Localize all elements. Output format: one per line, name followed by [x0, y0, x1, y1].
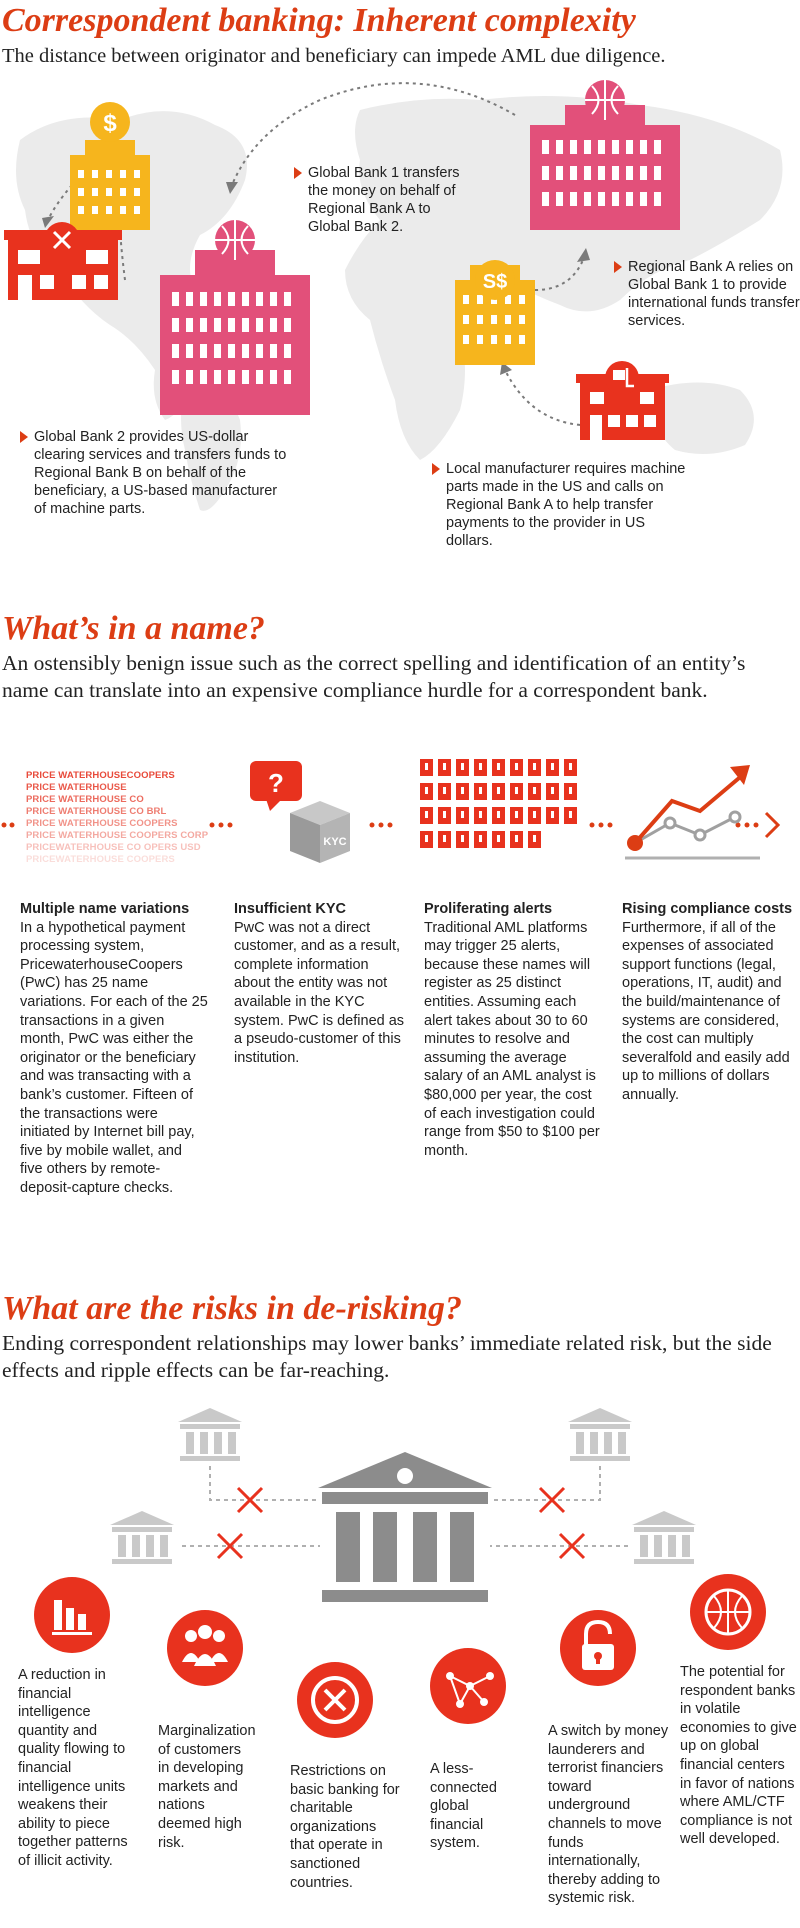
risk-respondent-banks: The potential for respondent banks in volatile economies to give up on global financial centers in favor of nations where AML/CTF compliance is not well developed. — [680, 1664, 797, 1848]
column-body: Traditional AML platforms may trigger 25 alerts, because these names will register as 25 distinct entities. Assuming each alert takes about 30 to 60 minutes to resolve and assuming the average salary of an AML analyst is $80,000 per year, the cost of each investigation could range from $50 to $100 per month. — [424, 919, 600, 1159]
small-bank-icon-tr — [568, 1408, 632, 1461]
people-icon — [167, 1610, 243, 1686]
kyc-box-icon — [290, 801, 350, 863]
section1-title: Correspondent banking: Inherent complexity — [2, 2, 636, 39]
section2-title: What’s in a name? — [2, 610, 265, 647]
annotation-global-bank-2: Global Bank 2 provides US-dollar clearing services and transfers funds to Regional Bank B on behalf of the beneficiary, a US-based manufacturer of machine parts. — [20, 428, 290, 518]
x-circle-icon — [297, 1662, 373, 1738]
small-bank-icon-tl — [178, 1408, 242, 1461]
rising-costs-icon — [625, 765, 760, 858]
name-variation: PRICE WATERHOUSE — [26, 782, 127, 793]
dollar-sign: $ — [103, 110, 117, 137]
bar-chart-icon — [34, 1577, 110, 1653]
section3-subtitle: Ending correspondent relationships may lower banks’ immediate related risk, but the side effects and ripple effects can be far-reaching. — [2, 1331, 772, 1382]
column-proliferating-alerts — [424, 900, 606, 1160]
risk-less-connected: A less-connected global financial system. — [430, 1761, 497, 1852]
dotted-connectors — [2, 823, 759, 828]
column-title: Proliferating alerts — [424, 901, 553, 917]
sgd-sign: S$ — [482, 271, 508, 293]
name-variation: PRICE WATERHOUSE CO BRL — [26, 806, 167, 817]
column-title: Rising compliance costs — [622, 901, 793, 917]
svg-text:?: ? — [268, 768, 284, 798]
name-variation: PRICE WATERHOUSE COOPERS — [26, 818, 178, 829]
chevron-right-icon — [766, 813, 778, 837]
small-bank-icon-ml — [110, 1511, 174, 1564]
section3-title: What are the risks in de-risking? — [2, 1290, 463, 1327]
column-multiple-name-variations — [20, 900, 208, 1198]
network-icon — [430, 1648, 506, 1724]
annotation-global-bank-1: Global Bank 1 transfers the money on behalf of Regional Bank A to Global Bank 2. — [294, 164, 464, 236]
name-variation: PRICEWATERHOUSE CO OPERS USD — [26, 842, 201, 853]
column-insufficient-kyc — [234, 900, 406, 1067]
name-variation: PRICE WATERHOUSE CO — [26, 794, 144, 805]
column-body: Furthermore, if all of the expenses of associated support functions (legal, operations, IT, audit) and the build/maintenance of systems are considered, the cost can multiply severalfold and easily add up to millions of dollars annually. — [622, 919, 790, 1103]
lock-icon — [560, 1610, 636, 1686]
column-body: In a hypothetical payment processing system, PricewaterhouseCoopers (PwC) has 25 name variations. For each of the 25 transactions in a given month, PwC was either the originator or the beneficiary and was transacting with a bank’s customer. Fifteen of the transactions were initiated by Internet bill pay, five by mobile wallet, and five others by remote-deposit-capture checks. — [20, 919, 208, 1196]
name-variation: PRICE WATERHOUSE COOPERS CORP — [26, 830, 209, 841]
risk-reduction-financial-intelligence: A reduction in financial intelligence quantity and quality flowing to financial intelligence units weakens their ability to piece together patterns of illicit activity. — [18, 1667, 128, 1869]
risk-marginalization: Marginalization of customers in developing markets and nations deemed high risk. — [158, 1723, 256, 1851]
svg-text:KYC: KYC — [323, 836, 347, 848]
annotation-regional-bank-a: Regional Bank A relies on Global Bank 1 to provide international funds transfer services. — [614, 258, 800, 330]
section1-subtitle: The distance between originator and beneficiary can impede AML due diligence. — [2, 45, 666, 67]
risk-restrictions-charitable: Restrictions on basic banking for charitable organizations that operate in sanctioned countries. — [290, 1763, 400, 1891]
name-variation: PRICE WATERHOUSECOOPERS — [26, 770, 175, 781]
globe-icon — [690, 1574, 766, 1650]
name-variation: PRICEWATERHOUSE COOPERS — [26, 854, 175, 865]
column-title: Insufficient KYC — [234, 901, 346, 917]
column-rising-compliance-costs — [622, 900, 794, 1105]
alert-documents-grid — [420, 759, 577, 848]
column-body: PwC was not a direct customer, and as a result, complete information about the entity was not available in the KYC system. PwC is defined as a pseudo-customer of this institution. — [234, 919, 405, 1066]
column-title: Multiple name variations — [20, 901, 190, 917]
question-bubble-icon — [250, 761, 302, 811]
name-flow-diagram — [0, 755, 800, 885]
small-bank-icon-mr — [632, 1511, 696, 1564]
section2-subtitle: An ostensibly benign issue such as the correct spelling and identification of an entity’s name can translate into an expensive compliance hurdle for a correspondent bank. — [2, 651, 746, 702]
annotation-local-manufacturer: Local manufacturer requires machine parts made in the US and calls on Regional Bank A to help transfer payments to the provider in US dollars. — [432, 460, 692, 550]
risk-underground-channels: A switch by money launderers and terrorist financiers toward underground channels to move funds internationally, thereby adding to systemic risk. — [548, 1723, 669, 1907]
